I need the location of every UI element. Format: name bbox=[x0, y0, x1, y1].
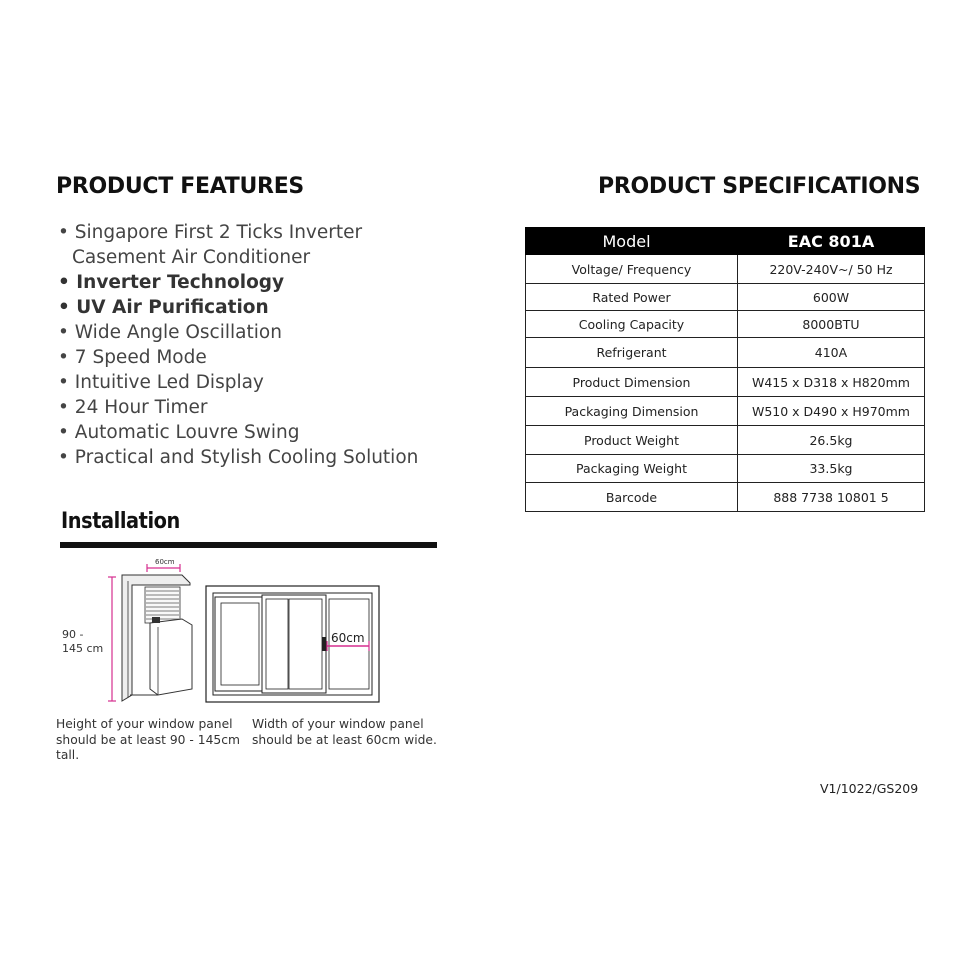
installation-underline bbox=[60, 542, 437, 548]
air-conditioner-unit bbox=[150, 619, 192, 695]
spec-table bbox=[525, 227, 925, 512]
spec-row bbox=[526, 255, 925, 284]
feature-item: • Intuitive Led Display bbox=[58, 372, 264, 393]
feature-item: • Automatic Louvre Swing bbox=[58, 422, 300, 443]
spec-value: 8000BTU bbox=[738, 311, 925, 338]
spec-row bbox=[526, 426, 925, 455]
feature-item: • 7 Speed Mode bbox=[58, 347, 207, 368]
width-caption: Width of your window panel should be at least 60cm wide. bbox=[252, 717, 437, 747]
spec-header-row bbox=[526, 228, 925, 255]
feature-item: • 24 Hour Timer bbox=[58, 397, 208, 418]
diagram1-width-label: 60cm bbox=[155, 558, 175, 566]
spec-label: Product Dimension bbox=[526, 368, 738, 397]
feature-item: • Inverter Technology bbox=[58, 272, 285, 293]
version-code: V1/1022/GS209 bbox=[820, 781, 919, 796]
feature-item: • Singapore First 2 Ticks Inverter Casement Air Conditioner bbox=[58, 222, 363, 268]
spec-label: Rated Power bbox=[526, 284, 738, 311]
installation-heading: Installation bbox=[61, 509, 180, 534]
spec-value: 888 7738 10801 5 bbox=[738, 483, 925, 512]
spec-value: 26.5kg bbox=[738, 426, 925, 455]
spec-header-value: EAC 801A bbox=[738, 228, 925, 255]
spec-value: W415 x D318 x H820mm bbox=[738, 368, 925, 397]
spec-row bbox=[526, 284, 925, 311]
spec-row bbox=[526, 397, 925, 426]
window-height-diagram bbox=[100, 555, 200, 715]
height-measurement-label: 90 - 145 cm bbox=[62, 628, 104, 655]
window-handle bbox=[322, 637, 326, 651]
spec-row bbox=[526, 338, 925, 368]
feature-item: • Practical and Stylish Cooling Solution bbox=[58, 447, 419, 468]
product-features-heading: PRODUCT FEATURES bbox=[56, 174, 304, 199]
spec-label: Cooling Capacity bbox=[526, 311, 738, 338]
spec-row bbox=[526, 311, 925, 338]
spec-label: Refrigerant bbox=[526, 338, 738, 368]
diagram2-width-label: 60cm bbox=[331, 631, 365, 645]
spec-label: Barcode bbox=[526, 483, 738, 512]
spec-label: Packaging Weight bbox=[526, 455, 738, 483]
spec-label: Packaging Dimension bbox=[526, 397, 738, 426]
feature-item: • UV Air Purification bbox=[58, 297, 269, 318]
product-specifications-heading: PRODUCT SPECIFICATIONS bbox=[598, 174, 921, 199]
spec-row bbox=[526, 368, 925, 397]
feature-list bbox=[58, 220, 418, 470]
spec-header-label: Model bbox=[526, 228, 738, 255]
spec-value: 410A bbox=[738, 338, 925, 368]
height-caption: Height of your window panel should be at least 90 - 145cm tall. bbox=[56, 717, 240, 762]
spec-label: Voltage/ Frequency bbox=[526, 255, 738, 284]
spec-value: 33.5kg bbox=[738, 455, 925, 483]
spec-row bbox=[526, 483, 925, 512]
spec-label: Product Weight bbox=[526, 426, 738, 455]
window-width-diagram bbox=[205, 585, 380, 705]
spec-value: 600W bbox=[738, 284, 925, 311]
spec-value: 220V-240V~/ 50 Hz bbox=[738, 255, 925, 284]
spec-row bbox=[526, 455, 925, 483]
feature-item: • Wide Angle Oscillation bbox=[58, 322, 282, 343]
spec-value: W510 x D490 x H970mm bbox=[738, 397, 925, 426]
